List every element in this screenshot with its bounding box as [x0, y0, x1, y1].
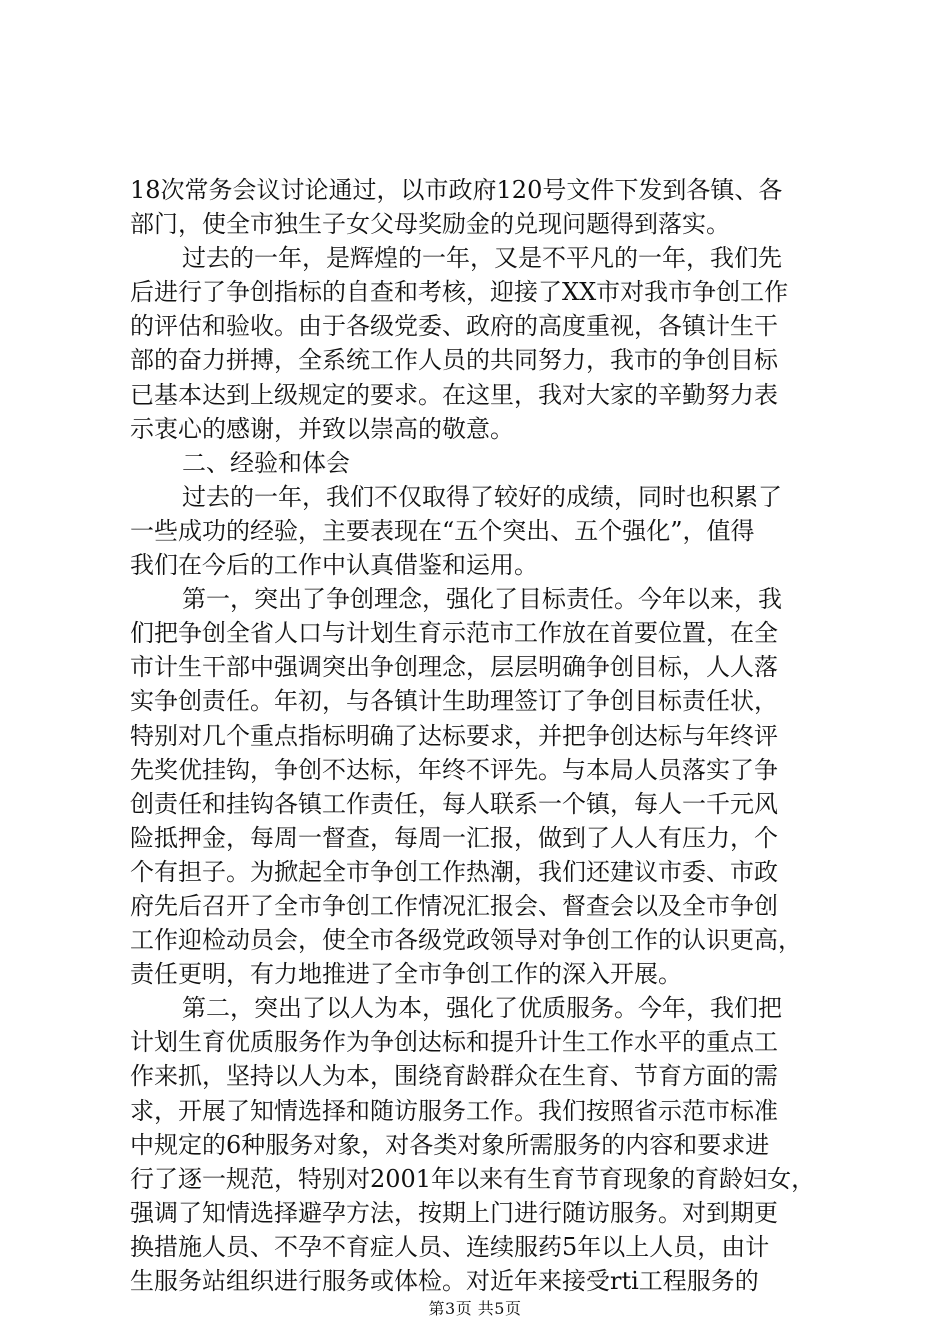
text-line: 二、经验和体会: [182, 448, 350, 477]
text-line: 们把争创全省人口与计划生育示范市工作放在首要位置，在全: [130, 619, 778, 648]
text-line: 中规定的6种服务对象，对各类对象所需服务的内容和要求进: [130, 1130, 770, 1159]
text-line: 工作迎检动员会，使全市各级党政领导对争创工作的认识更高，: [130, 926, 802, 955]
document-body: [130, 173, 830, 1298]
text-line: 作来抓，坚持以人为本，围绕育龄群众在生育、节育方面的需: [130, 1062, 778, 1091]
text-line: 险抵押金，每周一督查，每周一汇报，做到了人人有压力，个: [130, 823, 778, 852]
text-line: 生服务站组织进行服务或体检。对近年来接受rti工程服务的: [130, 1267, 759, 1295]
text-line: 特别对几个重点指标明确了达标要求，并把争创达标与年终评: [130, 721, 778, 750]
text-line: 过去的一年，我们不仅取得了较好的成绩，同时也积累了: [182, 482, 782, 511]
text-line: 示衷心的感谢，并致以崇高的敬意。: [130, 414, 514, 443]
text-line: 已基本达到上级规定的要求。在这里，我对大家的辛勤努力表: [130, 380, 778, 409]
text-line: 市计生干部中强调突出争创理念，层层明确争创目标，人人落: [130, 653, 778, 682]
text-line: 先奖优挂钩，争创不达标，年终不评先。与本局人员落实了争: [130, 755, 778, 784]
text-line: 部门，使全市独生子女父母奖励金的兑现问题得到落实。: [130, 210, 730, 239]
text-line: 换措施人员、不孕不育症人员、连续服药5年以上人员，由计: [130, 1232, 770, 1261]
text-line: 责任更明，有力地推进了全市争创工作的深入开展。: [130, 960, 682, 989]
text-line: 个有担子。为掀起全市争创工作热潮，我们还建议市委、市政: [130, 857, 778, 886]
text-line: 计划生育优质服务作为争创达标和提升计生工作水平的重点工: [130, 1028, 778, 1057]
text-line: 强调了知情选择避孕方法，按期上门进行随访服务。对到期更: [130, 1198, 778, 1227]
text-line: 求，开展了知情选择和随访服务工作。我们按照省示范市标准: [130, 1096, 778, 1125]
text-line: 过去的一年，是辉煌的一年，又是不平凡的一年，我们先: [182, 244, 782, 273]
text-line: 第二，突出了以人为本，强化了优质服务。今年，我们把: [182, 994, 782, 1023]
text-line: 一些成功的经验，主要表现在“五个突出、五个强化”，值得: [130, 516, 755, 545]
text-line: 的评估和验收。由于各级党委、政府的高度重视，各镇计生干: [130, 312, 778, 341]
text-line: 行了逐一规范，特别对2001年以来有生育节育现象的育龄妇女，: [130, 1164, 816, 1193]
text-line: 后进行了争创指标的自查和考核，迎接了XX市对我市争创工作: [130, 278, 789, 307]
text-line: 第一，突出了争创理念，强化了目标责任。今年以来，我: [182, 585, 782, 614]
page-footer: 第3页 共5页: [428, 1299, 522, 1318]
text-line: 创责任和挂钩各镇工作责任，每人联系一个镇，每人一千元风: [130, 789, 778, 818]
text-line: 府先后召开了全市争创工作情况汇报会、督查会以及全市争创: [130, 891, 778, 920]
text-line: 实争创责任。年初，与各镇计生助理签订了争创目标责任状，: [130, 687, 778, 716]
text-line: 18次常务会议讨论通过，以市政府120号文件下发到各镇、各: [130, 176, 783, 204]
text-line: 我们在今后的工作中认真借鉴和运用。: [130, 551, 538, 580]
text-line: 部的奋力拼搏，全系统工作人员的共同努力，我市的争创目标: [130, 346, 778, 375]
